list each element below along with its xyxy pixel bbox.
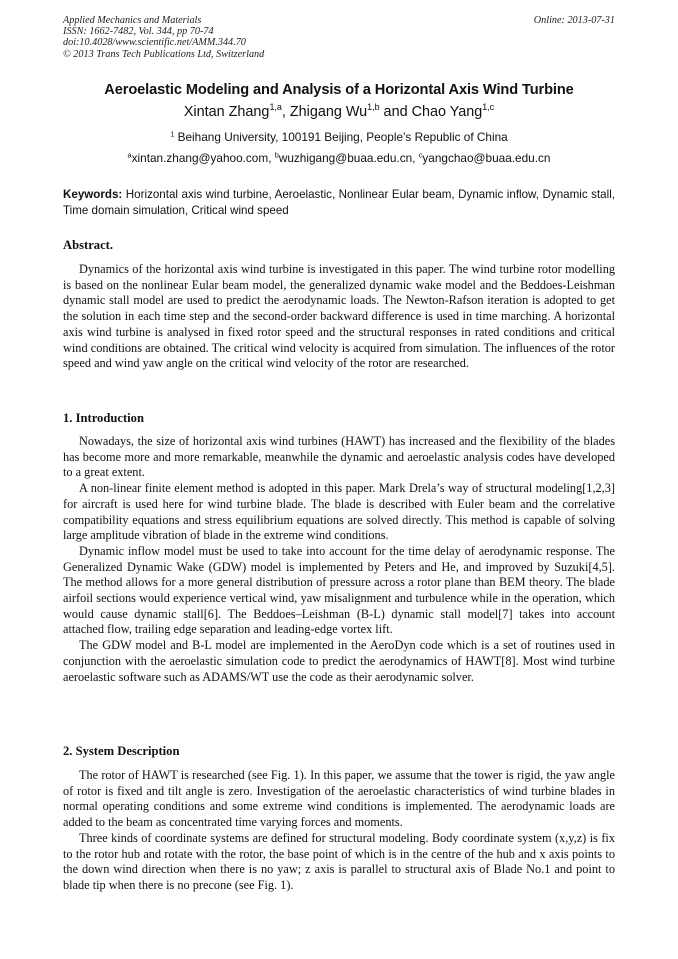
author-separator: , — [281, 104, 290, 120]
email-sup: c — [418, 150, 423, 160]
doi-line[interactable]: doi:10.4028/www.scientific.net/AMM.344.70 — [63, 37, 246, 49]
body-paragraph: The GDW model and B-L model are implemented in the AeroDyn code which is a set of routines used in conjunction with the aeroelastic simulation code to predict the aerodynamics of HAWT[8]. Most wind turbine aeroelastic software such as ADAMS/WT use the code as their aerodynamic solver. — [63, 638, 615, 684]
introduction-body — [63, 434, 615, 685]
keywords-label: Keywords: — [63, 188, 123, 201]
email-sup: b — [274, 150, 279, 160]
author-name: Xintan Zhang — [183, 104, 270, 120]
journal-name: Applied Mechanics and Materials — [63, 15, 202, 26]
author-affil-sup: 1,b — [367, 102, 380, 113]
author-name: Zhigang Wu — [289, 104, 368, 120]
abstract-body — [63, 262, 615, 372]
introduction-heading: 1. Introduction — [63, 411, 144, 425]
email-separator: , — [412, 151, 419, 165]
email-link[interactable]: xintan.zhang@yahoo.com — [131, 151, 269, 165]
email-sup: a — [127, 150, 132, 160]
journal-header — [63, 15, 483, 60]
keywords-block — [63, 187, 615, 218]
body-paragraph: A non-linear finite element method is adopted in this paper. Mark Drela’s way of structural modeling[1,2,3] for aircraft is used here for wind turbine blade. The blade is described with Euler beam and the correlative compatibility equations and stress equilibrium equations are solved directly. This method is capable of solving large amplitude vibration of blade in the extreme wind conditions. — [63, 481, 615, 543]
body-paragraph: Nowadays, the size of horizontal axis wind turbines (HAWT) has increased and the flexibility of the blades has become more and more remarkable, meanwhile the dynamic and aeroelastic analysis codes have developed to a great extent. — [63, 434, 615, 480]
abstract-paragraph: Dynamics of the horizontal axis wind turbine is investigated in this paper. The wind turbine rotor modelling is based on the nonlinear Eular beam model, the generalized dynamic wake model and the Beddoes-Leishman dynamic stall model are used to predict the aerodynamic loads. The Newton-Rafson iteration is adopted to get the solution in each time step and the second-order backward difference is used in time marching. A horizontal axis wind turbine is analysed in fixed rotor speed and the structural responses in rated conditions and critical wind conditions are obtained. The critical wind velocity is acquired from simulation. The influences of the rotor speed and wind yaw angle on the critical wind velocity of the rotor are researched. — [63, 262, 615, 371]
affiliation-sup: 1 — [170, 129, 175, 139]
keywords-text: Horizontal axis wind turbine, Aeroelastic, Nonlinear Eular beam, Dynamic inflow, Dynamic stall, Time domain simulation, Critical wind speed — [63, 188, 615, 217]
email-link[interactable]: yangchao@buaa.edu.cn — [422, 151, 551, 165]
email-list — [40, 151, 638, 165]
abstract-heading: Abstract. — [63, 238, 114, 252]
online-date: Online: 2013-07-31 — [533, 15, 615, 26]
author-affil-sup: 1,a — [269, 102, 282, 113]
author-list — [40, 104, 638, 120]
affiliation — [40, 130, 638, 144]
copyright-line: © 2013 Trans Tech Publications Ltd, Switzerland — [63, 48, 265, 60]
system-heading: 2. System Description — [63, 744, 180, 758]
issn-line: ISSN: 1662-7482, Vol. 344, pp 70-74 — [63, 26, 214, 38]
author-name: Chao Yang — [411, 104, 483, 120]
body-paragraph: Three kinds of coordinate systems are defined for structural modeling. Body coordinate system (x,y,z) is fix to the rotor hub and rotate with the rotor, the base point of which is in the centre of the hub and x axis points to the down wind direction when there is no yaw; z axis is parallel to structural axis of Blade No.1 and point to blade tip when there is no precone (see Fig. 1). — [63, 830, 615, 892]
affiliation-text: Beihang University, 100191 Beijing, People’s Republic of China — [174, 130, 508, 144]
author-affil-sup: 1,c — [482, 102, 495, 113]
author-separator: and — [379, 104, 412, 120]
paper-title: Aeroelastic Modeling and Analysis of a Horizontal Axis Wind Turbine — [104, 82, 574, 98]
system-body — [63, 768, 615, 894]
email-link[interactable]: wuzhigang@buaa.edu.cn — [278, 151, 413, 165]
body-paragraph: Dynamic inflow model must be used to take into account for the time delay of aerodynamic response. The Generalized Dynamic Wake (GDW) model is implemented by Peters and He, and improved by Suzuki[4,5]. The method allows for a more general distribution of pressure across a rotor plane than BEM theory. The blade airfoil sections would experience vertical wind, yaw misalignment and turbulence while in the operation, which would cause dynamic stall[6]. The Beddoes–Leishman (B-L) dynamic stall model[7] takes into account attached flow, trailing edge separation and leading-edge vortex lift. — [63, 543, 615, 637]
body-paragraph: The rotor of HAWT is researched (see Fig. 1). In this paper, we assume that the tower is rigid, the yaw angle of rotor is fixed and tilt angle is zero. Investigation of the aeroelastic characteristics of wind turbine blades in normal operating conditions and some extreme wind conditions is implemented. The aerodynamic loads are added to the beam as concentrated time varying forces and moments. — [63, 768, 615, 830]
email-separator: , — [268, 151, 275, 165]
